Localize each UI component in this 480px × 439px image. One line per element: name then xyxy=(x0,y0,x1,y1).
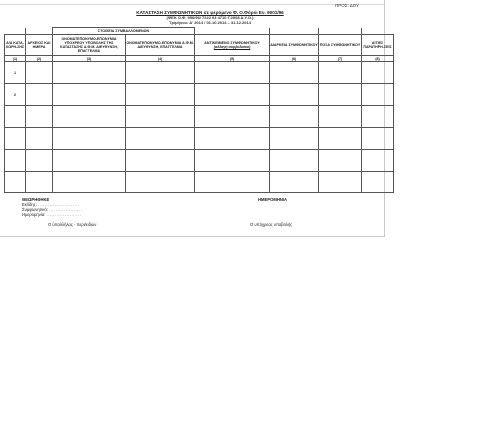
col-header-aa: Α/Α ΚΑΤΑ-ΧΩΡΗ-ΣΗΣ xyxy=(5,35,26,56)
footer-line-2-dots: .................... xyxy=(49,207,83,212)
footer-line-3 xyxy=(22,212,81,217)
footer-line-1-label: Εκ/ίδης: xyxy=(22,202,37,207)
document-subtitle: (ΦΕΚ Ο.Φ. 956/96/ 7222 03 4710 Γ.2008 Α.Υ.Ο.) xyxy=(166,15,254,20)
footer-line-3-dots: ..................... xyxy=(46,212,82,217)
document-title: ΚΑΤΑΣΤΑΣΗ ΣΥΜΦΩΝΗΤΙΚΩΝ σε φερόμενο Φ. Ο.Φόροι Εν. 9001/96 xyxy=(136,10,284,15)
row-number xyxy=(5,128,26,150)
row-number xyxy=(5,150,26,172)
signature-left: Ο ύπαλλήλος - περι/ειδών xyxy=(48,222,97,227)
table-row xyxy=(5,150,394,172)
col-number: (7) xyxy=(319,56,362,62)
document-period: Τριμήνου: Δ' 2014 / 01.10.2014 – 31.12.2014 xyxy=(169,20,251,25)
recipient-label: ΠΡΟΣ: ΔΟΥ xyxy=(335,3,360,8)
col-header-date: ΑΡΧΕΙΟΣ ΚΑΙ ΗΜΕΡΑ xyxy=(26,35,53,56)
row-number xyxy=(5,172,26,193)
col-header-party: ΟΝΟΜΑΤΕΠΩΝΥΜΟ-ΕΠΩΝΥΜΙΑ Α.Φ.Μ. ΔΙΕΥΘΥΝΣΗ, ΕΠΑΓΓΕΛΜΑ xyxy=(126,35,195,56)
col-header-amount: ΠΟΣΑ ΣΥΜΦΩΝΗΤΙΚΟΥ xyxy=(319,35,362,56)
col-number: (3) xyxy=(53,56,126,62)
table-row xyxy=(5,128,394,150)
table-row xyxy=(5,172,394,193)
row-number: 2 xyxy=(5,84,26,106)
row-number xyxy=(5,106,26,128)
col-number: (2) xyxy=(26,56,53,62)
col-header-object-note: (αλλαγή συμβολαίου) xyxy=(213,45,251,49)
row-number: 1 xyxy=(5,62,26,84)
col-number: (4) xyxy=(126,56,195,62)
footer-approved-label: ΘΕΩΡΗΘΗΚΕ xyxy=(22,197,50,202)
table-row xyxy=(5,106,394,128)
col-header-object-label: ΑΝΤΙΚΕΙΜΕΝΟ ΣΥΜΦΩΝΗΤΙΚΟΥ xyxy=(204,41,260,45)
col-header-object xyxy=(195,35,270,56)
col-number: (8) xyxy=(362,56,394,62)
col-number: (6) xyxy=(270,56,319,62)
col-header-duration: ΔΙΑΡΚΕΙΑ ΣΥΜΦΩΝΗΤΙΚΟΥ xyxy=(270,35,319,56)
signature-right: Ο υπόχρεος υποβολής xyxy=(250,222,293,227)
col-header-remarks: ΑΙΤΙΕΣ ΠΑΡΑΤΗΡΗ-ΣΕΙΣ xyxy=(362,35,394,56)
col-header-filer: ΟΝΟΜΑΤΕΠΩΝΥΜΟ-ΕΠΩΝΥΜΙΑ ΥΠΟΧΡΕΟΥ ΥΠΟΒΟΛΗΣ ΤΗΣ ΚΑΤΑΣΤΑΣΗΣ Α.Φ.Μ. ΔΙΕΥΘΥΝΣΗ, ΕΠΑΓΓΕΛΜΑ xyxy=(53,35,126,56)
col-number: (5) xyxy=(195,56,270,62)
document-sheet xyxy=(0,0,392,237)
top-rule xyxy=(0,4,384,5)
group-header: ΣΤΟΙΧΕΙΑ ΣΥΜΒΑΛΛΟΜΕΝΩΝ xyxy=(53,28,195,35)
group-header-row xyxy=(5,28,394,35)
statement-table xyxy=(4,27,394,193)
footer-line-1-dots: ......................... xyxy=(38,202,80,207)
footer-line-3-label: Ημερομηνία: xyxy=(22,212,46,217)
column-header-row xyxy=(5,35,394,56)
col-number: (1) xyxy=(5,56,26,62)
table-row xyxy=(5,62,394,84)
footer-date-label: ΗΜΕΡΟΜΗΝΙΑ xyxy=(258,197,288,202)
footer-line-2-label: Συμφωνητικό: xyxy=(22,207,48,212)
table-row xyxy=(5,84,394,106)
